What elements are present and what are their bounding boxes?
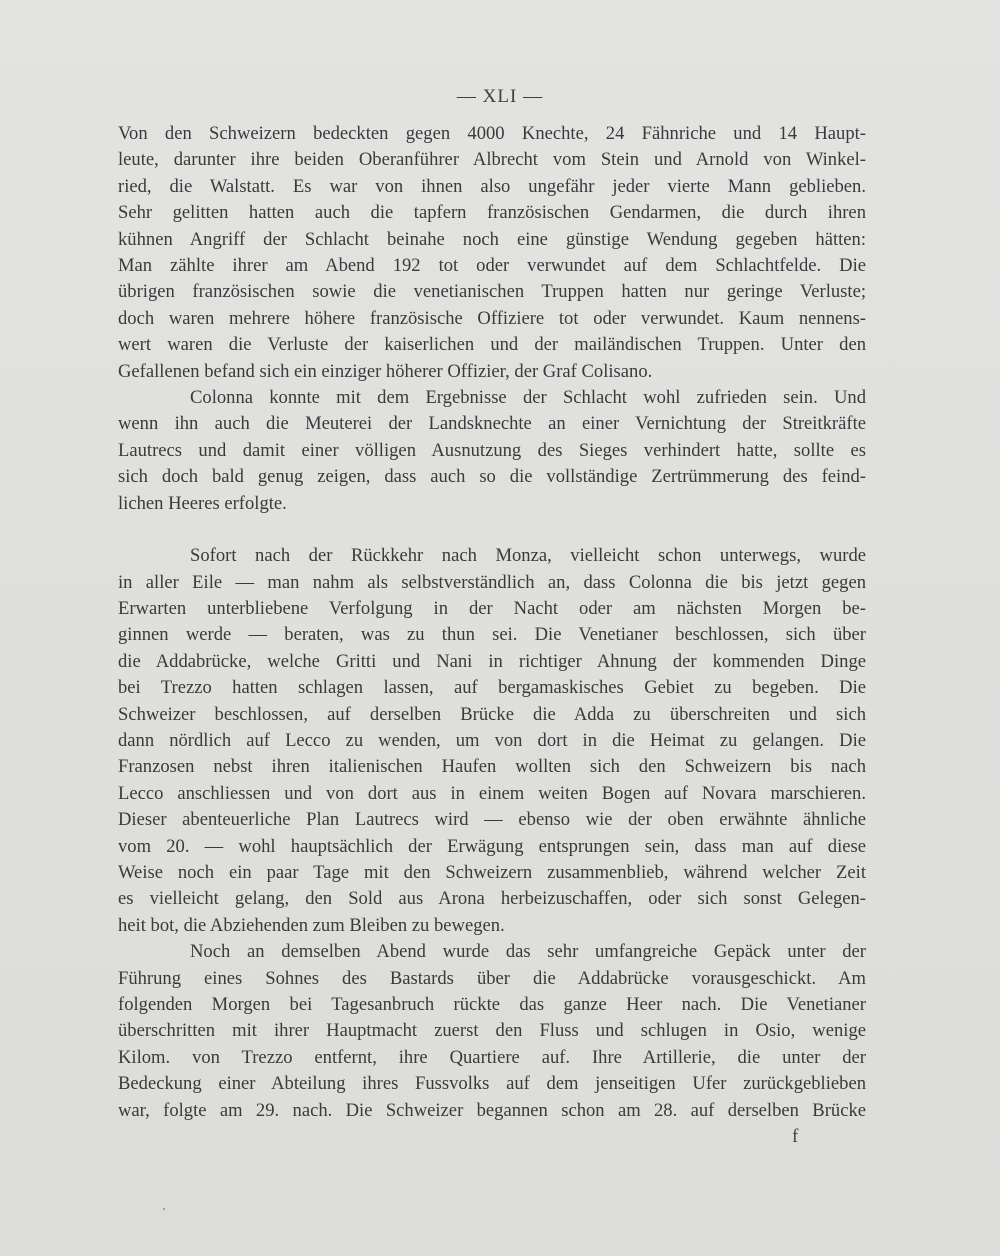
text-line: Kilom. von Trezzo entfernt, ihre Quartiere auf. Ihre Artillerie, die unter der [118,1046,866,1068]
text-line: es vielleicht gelang, den Sold aus Arona herbeizuschaffen, oder sich sonst Gelegen- [118,888,866,910]
page-number-header: — XLI — [456,86,544,107]
text-line: Erwarten unterbliebene Verfolgung in der Nacht oder am nächsten Morgen be- [118,597,866,619]
text-line: in aller Eile — man nahm als selbstverständlich an, dass Colonna die bis jetzt gegen [118,571,866,593]
text-line: Gefallenen befand sich ein einziger höherer Offizier, der Graf Colisano. [118,360,653,382]
text-line: Franzosen nebst ihren italienischen Haufen wollten sich den Schweizern bis nach [118,756,866,778]
paragraph [118,385,866,517]
text-line: Man zählte ihrer am Abend 192 tot oder verwundet auf dem Schlachtfelde. Die [118,255,866,277]
text-line: Sofort nach der Rückkehr nach Monza, vielleicht schon unterwegs, wurde [190,545,866,567]
text-line: Colonna konnte mit dem Ergebnisse der Schlacht wohl zufrieden sein. Und [190,387,866,409]
text-line: Führung eines Sohnes des Bastards über die Addabrücke vorausgeschickt. Am [118,967,866,989]
text-line: Von den Schweizern bedeckten gegen 4000 Knechte, 24 Fähnriche und 14 Haupt- [118,123,866,144]
text-line: dann nördlich auf Lecco zu wenden, um von dort in die Heimat zu gelangen. Die [118,729,866,751]
text-line: ginnen werde — beraten, was zu thun sei. Die Venetianer beschlossen, sich über [118,624,866,646]
text-line: Sehr gelitten hatten auch die tapfern französischen Gendarmen, die durch ihren [118,202,866,224]
text-line: Bedeckung einer Abteilung ihres Fussvolks auf dem jenseitigen Ufer zurückgeblieben [118,1073,866,1095]
paragraph [118,939,866,1124]
text-line: ried, die Walstatt. Es war von ihnen also ungefähr jeder vierte Mann geblieben. [118,175,866,197]
text-line: übrigen französischen sowie die venetianischen Truppen hatten nur geringe Verluste; [118,281,866,303]
text-line: die Addabrücke, welche Gritti und Nani in richtiger Ahnung der kommenden Dinge [118,650,866,672]
text-line: Lautrecs und damit einer völligen Ausnutzung des Sieges verhindert hatte, sollte es [118,439,866,461]
text-line: heit bot, die Abziehenden zum Bleiben zu bewegen. [118,914,505,936]
text-line: vom 20. — wohl hauptsächlich der Erwägung entsprungen sein, dass man auf diese [118,835,866,857]
text-line: wert waren die Verluste der kaiserlichen und der mailändischen Truppen. Unter den [118,334,866,356]
text-line: Schweizer beschlossen, auf derselben Brücke die Adda zu überschreiten und sich [118,703,866,725]
paragraph [118,121,866,385]
text-line: lichen Heeres erfolgte. [118,492,287,514]
text-line: folgenden Morgen bei Tagesanbruch rückte das ganze Heer nach. Die Venetianer [118,994,866,1015]
text-line: Weise noch ein paar Tage mit den Schweizern zusammenblieb, während welcher Zeit [118,861,866,883]
text-line: überschritten mit ihrer Hauptmacht zuerst den Fluss und schlugen in Osio, wenige [118,1020,866,1042]
text-line: Lecco anschliessen und von dort aus in einem weiten Bogen auf Novara marschieren. [118,782,866,804]
text-line: Noch an demselben Abend wurde das sehr umfangreiche Gepäck unter der [190,941,866,963]
paragraph [118,543,866,939]
text-line: war, folgte am 29. nach. Die Schweizer begannen schon am 28. auf derselben Brücke [118,1099,866,1121]
paper-speck [163,1208,165,1210]
body-text [118,121,866,1124]
paragraph-gap [118,517,866,543]
text-line: sich doch bald genug zeigen, dass auch so die vollständige Zertrümmerung des feind- [118,466,866,488]
text-line: wenn ihn auch die Meuterei der Landsknechte an einer Vernichtung der Streitkräfte [118,413,866,435]
text-line: kühnen Angriff der Schlacht beinahe noch eine günstige Wendung gegeben hätten: [118,228,866,250]
signature-mark: f [792,1126,799,1147]
text-line: doch waren mehrere höhere französische Offiziere tot oder verwundet. Kaum nennens- [118,307,866,329]
text-line: Dieser abenteuerliche Plan Lautrecs wird — ebenso wie der oben erwähnte ähnliche [118,809,866,831]
text-line: leute, darunter ihre beiden Oberanführer Albrecht vom Stein und Arnold von Winkel- [118,149,866,171]
text-line: bei Trezzo hatten schlagen lassen, auf bergamaskisches Gebiet zu begeben. Die [118,677,866,699]
